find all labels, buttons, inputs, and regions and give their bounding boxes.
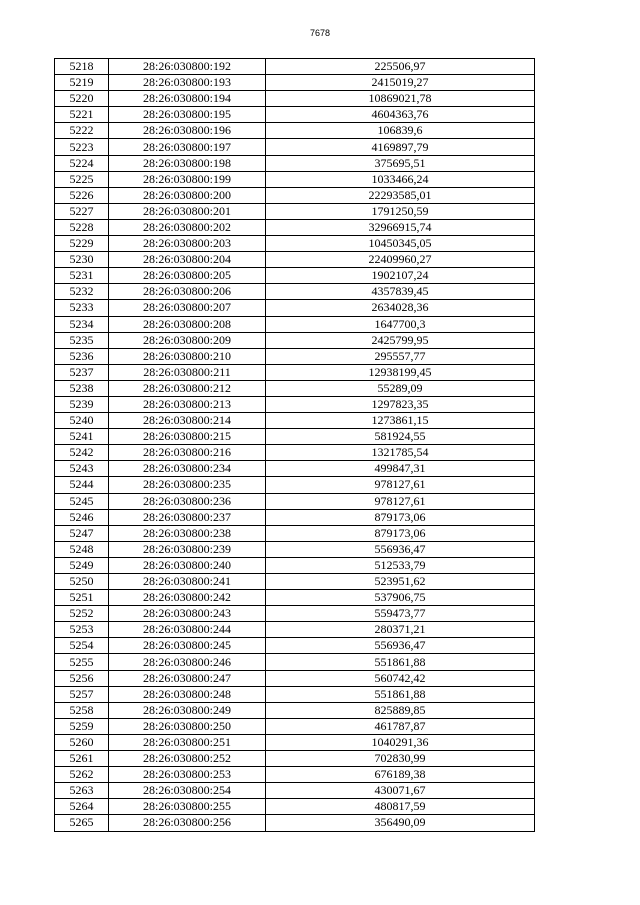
table-row bbox=[55, 219, 535, 235]
table-row bbox=[55, 751, 535, 767]
row-number-cell: 5257 bbox=[55, 686, 109, 702]
row-number-cell: 5240 bbox=[55, 413, 109, 429]
cadastral-value-cell: 4604363,76 bbox=[266, 107, 535, 123]
cadastral-value-cell: 32966915,74 bbox=[266, 219, 535, 235]
table-row bbox=[55, 91, 535, 107]
row-number-cell: 5226 bbox=[55, 187, 109, 203]
table-row bbox=[55, 171, 535, 187]
cadastral-value-cell: 551861,88 bbox=[266, 654, 535, 670]
cadastral-number-cell: 28:26:030800:197 bbox=[109, 139, 266, 155]
row-number-cell: 5234 bbox=[55, 316, 109, 332]
table-row bbox=[55, 123, 535, 139]
cadastral-number-cell: 28:26:030800:200 bbox=[109, 187, 266, 203]
row-number-cell: 5246 bbox=[55, 509, 109, 525]
cadastral-number-cell: 28:26:030800:202 bbox=[109, 219, 266, 235]
table-row bbox=[55, 590, 535, 606]
cadastral-value-cell: 702830,99 bbox=[266, 751, 535, 767]
row-number-cell: 5235 bbox=[55, 332, 109, 348]
row-number-cell: 5228 bbox=[55, 219, 109, 235]
table-row bbox=[55, 670, 535, 686]
cadastral-number-cell: 28:26:030800:242 bbox=[109, 590, 266, 606]
table-row bbox=[55, 139, 535, 155]
row-number-cell: 5222 bbox=[55, 123, 109, 139]
cadastral-number-cell: 28:26:030800:240 bbox=[109, 557, 266, 573]
table-row bbox=[55, 236, 535, 252]
table-row bbox=[55, 718, 535, 734]
cadastral-number-cell: 28:26:030800:244 bbox=[109, 622, 266, 638]
cadastral-number-cell: 28:26:030800:251 bbox=[109, 734, 266, 750]
cadastral-value-cell: 4169897,79 bbox=[266, 139, 535, 155]
row-number-cell: 5255 bbox=[55, 654, 109, 670]
cadastral-value-cell: 1791250,59 bbox=[266, 203, 535, 219]
cadastral-value-cell: 551861,88 bbox=[266, 686, 535, 702]
cadastral-number-cell: 28:26:030800:198 bbox=[109, 155, 266, 171]
table-row bbox=[55, 606, 535, 622]
cadastral-number-cell: 28:26:030800:212 bbox=[109, 380, 266, 396]
row-number-cell: 5254 bbox=[55, 638, 109, 654]
cadastral-value-cell: 879173,06 bbox=[266, 525, 535, 541]
table-row bbox=[55, 622, 535, 638]
table-row bbox=[55, 59, 535, 75]
cadastral-number-cell: 28:26:030800:234 bbox=[109, 461, 266, 477]
cadastral-number-cell: 28:26:030800:204 bbox=[109, 252, 266, 268]
cadastral-number-cell: 28:26:030800:195 bbox=[109, 107, 266, 123]
table-row bbox=[55, 541, 535, 557]
table-row bbox=[55, 525, 535, 541]
cadastral-value-cell: 560742,42 bbox=[266, 670, 535, 686]
table-row bbox=[55, 155, 535, 171]
row-number-cell: 5218 bbox=[55, 59, 109, 75]
row-number-cell: 5227 bbox=[55, 203, 109, 219]
table-row bbox=[55, 509, 535, 525]
table-row bbox=[55, 332, 535, 348]
cadastral-value-cell: 106839,6 bbox=[266, 123, 535, 139]
table-row bbox=[55, 187, 535, 203]
cadastral-value-cell: 879173,06 bbox=[266, 509, 535, 525]
cadastral-value-cell: 978127,61 bbox=[266, 493, 535, 509]
cadastral-value-cell: 556936,47 bbox=[266, 638, 535, 654]
cadastral-number-cell: 28:26:030800:254 bbox=[109, 783, 266, 799]
cadastral-value-cell: 2415019,27 bbox=[266, 75, 535, 91]
cadastral-value-cell: 12938199,45 bbox=[266, 364, 535, 380]
cadastral-value-cell: 4357839,45 bbox=[266, 284, 535, 300]
row-number-cell: 5259 bbox=[55, 718, 109, 734]
cadastral-value-cell: 2634028,36 bbox=[266, 300, 535, 316]
row-number-cell: 5245 bbox=[55, 493, 109, 509]
table-row bbox=[55, 75, 535, 91]
cadastral-value-cell: 356490,09 bbox=[266, 815, 535, 831]
cadastral-number-cell: 28:26:030800:237 bbox=[109, 509, 266, 525]
cadastral-value-cell: 10869021,78 bbox=[266, 91, 535, 107]
cadastral-value-cell: 581924,55 bbox=[266, 429, 535, 445]
cadastral-number-cell: 28:26:030800:213 bbox=[109, 396, 266, 412]
row-number-cell: 5252 bbox=[55, 606, 109, 622]
cadastral-value-cell: 512533,79 bbox=[266, 557, 535, 573]
row-number-cell: 5241 bbox=[55, 429, 109, 445]
cadastral-number-cell: 28:26:030800:256 bbox=[109, 815, 266, 831]
row-number-cell: 5250 bbox=[55, 574, 109, 590]
cadastral-number-cell: 28:26:030800:255 bbox=[109, 799, 266, 815]
row-number-cell: 5238 bbox=[55, 380, 109, 396]
cadastral-number-cell: 28:26:030800:210 bbox=[109, 348, 266, 364]
table-row bbox=[55, 638, 535, 654]
table-row bbox=[55, 783, 535, 799]
cadastral-number-cell: 28:26:030800:249 bbox=[109, 702, 266, 718]
cadastral-value-cell: 480817,59 bbox=[266, 799, 535, 815]
cadastral-number-cell: 28:26:030800:252 bbox=[109, 751, 266, 767]
table-row bbox=[55, 767, 535, 783]
table-row bbox=[55, 799, 535, 815]
cadastral-value-cell: 1647700,3 bbox=[266, 316, 535, 332]
table-row bbox=[55, 316, 535, 332]
row-number-cell: 5243 bbox=[55, 461, 109, 477]
cadastral-value-cell: 1033466,24 bbox=[266, 171, 535, 187]
table-row bbox=[55, 348, 535, 364]
table-row bbox=[55, 815, 535, 831]
cadastral-value-cell: 1273861,15 bbox=[266, 413, 535, 429]
row-number-cell: 5220 bbox=[55, 91, 109, 107]
table-row bbox=[55, 396, 535, 412]
cadastral-number-cell: 28:26:030800:205 bbox=[109, 268, 266, 284]
row-number-cell: 5265 bbox=[55, 815, 109, 831]
cadastral-number-cell: 28:26:030800:203 bbox=[109, 236, 266, 252]
row-number-cell: 5232 bbox=[55, 284, 109, 300]
table-row bbox=[55, 686, 535, 702]
table-row bbox=[55, 252, 535, 268]
row-number-cell: 5260 bbox=[55, 734, 109, 750]
row-number-cell: 5253 bbox=[55, 622, 109, 638]
table-row bbox=[55, 413, 535, 429]
row-number-cell: 5223 bbox=[55, 139, 109, 155]
cadastral-number-cell: 28:26:030800:246 bbox=[109, 654, 266, 670]
cadastral-number-cell: 28:26:030800:192 bbox=[109, 59, 266, 75]
row-number-cell: 5236 bbox=[55, 348, 109, 364]
cadastral-value-cell: 22293585,01 bbox=[266, 187, 535, 203]
row-number-cell: 5251 bbox=[55, 590, 109, 606]
page-number: 7678 bbox=[309, 28, 331, 38]
table-row bbox=[55, 380, 535, 396]
table-row bbox=[55, 557, 535, 573]
row-number-cell: 5248 bbox=[55, 541, 109, 557]
table-row bbox=[55, 300, 535, 316]
cadastral-number-cell: 28:26:030800:248 bbox=[109, 686, 266, 702]
cadastral-number-cell: 28:26:030800:245 bbox=[109, 638, 266, 654]
row-number-cell: 5244 bbox=[55, 477, 109, 493]
row-number-cell: 5242 bbox=[55, 445, 109, 461]
cadastral-number-cell: 28:26:030800:239 bbox=[109, 541, 266, 557]
cadastral-number-cell: 28:26:030800:247 bbox=[109, 670, 266, 686]
cadastral-number-cell: 28:26:030800:235 bbox=[109, 477, 266, 493]
table-row bbox=[55, 493, 535, 509]
row-number-cell: 5262 bbox=[55, 767, 109, 783]
cadastral-value-cell: 10450345,05 bbox=[266, 236, 535, 252]
cadastral-value-cell: 537906,75 bbox=[266, 590, 535, 606]
cadastral-value-cell: 556936,47 bbox=[266, 541, 535, 557]
table-row bbox=[55, 734, 535, 750]
row-number-cell: 5261 bbox=[55, 751, 109, 767]
table-row bbox=[55, 445, 535, 461]
table-row bbox=[55, 364, 535, 380]
row-number-cell: 5264 bbox=[55, 799, 109, 815]
cadastral-value-table bbox=[54, 58, 535, 832]
row-number-cell: 5263 bbox=[55, 783, 109, 799]
cadastral-value-cell: 523951,62 bbox=[266, 574, 535, 590]
cadastral-number-cell: 28:26:030800:215 bbox=[109, 429, 266, 445]
cadastral-number-cell: 28:26:030800:199 bbox=[109, 171, 266, 187]
cadastral-value-cell: 461787,87 bbox=[266, 718, 535, 734]
cadastral-value-cell: 825889,85 bbox=[266, 702, 535, 718]
row-number-cell: 5258 bbox=[55, 702, 109, 718]
row-number-cell: 5256 bbox=[55, 670, 109, 686]
cadastral-number-cell: 28:26:030800:208 bbox=[109, 316, 266, 332]
cadastral-number-cell: 28:26:030800:194 bbox=[109, 91, 266, 107]
cadastral-number-cell: 28:26:030800:238 bbox=[109, 525, 266, 541]
table-body bbox=[55, 59, 535, 832]
cadastral-number-cell: 28:26:030800:253 bbox=[109, 767, 266, 783]
table-row bbox=[55, 107, 535, 123]
cadastral-value-cell: 430071,67 bbox=[266, 783, 535, 799]
cadastral-number-cell: 28:26:030800:243 bbox=[109, 606, 266, 622]
cadastral-number-cell: 28:26:030800:209 bbox=[109, 332, 266, 348]
cadastral-value-cell: 978127,61 bbox=[266, 477, 535, 493]
table-row bbox=[55, 574, 535, 590]
cadastral-number-cell: 28:26:030800:236 bbox=[109, 493, 266, 509]
table-row bbox=[55, 429, 535, 445]
cadastral-value-cell: 1902107,24 bbox=[266, 268, 535, 284]
table-row bbox=[55, 654, 535, 670]
cadastral-number-cell: 28:26:030800:216 bbox=[109, 445, 266, 461]
cadastral-value-cell: 225506,97 bbox=[266, 59, 535, 75]
table-row bbox=[55, 702, 535, 718]
cadastral-value-cell: 2425799,95 bbox=[266, 332, 535, 348]
table-row bbox=[55, 203, 535, 219]
cadastral-value-cell: 55289,09 bbox=[266, 380, 535, 396]
row-number-cell: 5224 bbox=[55, 155, 109, 171]
cadastral-number-cell: 28:26:030800:193 bbox=[109, 75, 266, 91]
cadastral-number-cell: 28:26:030800:250 bbox=[109, 718, 266, 734]
cadastral-number-cell: 28:26:030800:207 bbox=[109, 300, 266, 316]
row-number-cell: 5237 bbox=[55, 364, 109, 380]
cadastral-number-cell: 28:26:030800:196 bbox=[109, 123, 266, 139]
cadastral-value-cell: 280371,21 bbox=[266, 622, 535, 638]
cadastral-value-cell: 1040291,36 bbox=[266, 734, 535, 750]
cadastral-value-cell: 1321785,54 bbox=[266, 445, 535, 461]
row-number-cell: 5249 bbox=[55, 557, 109, 573]
cadastral-number-cell: 28:26:030800:206 bbox=[109, 284, 266, 300]
cadastral-value-cell: 22409960,27 bbox=[266, 252, 535, 268]
row-number-cell: 5221 bbox=[55, 107, 109, 123]
cadastral-value-cell: 375695,51 bbox=[266, 155, 535, 171]
cadastral-value-cell: 499847,31 bbox=[266, 461, 535, 477]
cadastral-number-cell: 28:26:030800:241 bbox=[109, 574, 266, 590]
row-number-cell: 5247 bbox=[55, 525, 109, 541]
cadastral-number-cell: 28:26:030800:211 bbox=[109, 364, 266, 380]
cadastral-number-cell: 28:26:030800:201 bbox=[109, 203, 266, 219]
cadastral-value-cell: 559473,77 bbox=[266, 606, 535, 622]
row-number-cell: 5233 bbox=[55, 300, 109, 316]
cadastral-value-cell: 295557,77 bbox=[266, 348, 535, 364]
row-number-cell: 5230 bbox=[55, 252, 109, 268]
row-number-cell: 5229 bbox=[55, 236, 109, 252]
row-number-cell: 5225 bbox=[55, 171, 109, 187]
cadastral-value-cell: 1297823,35 bbox=[266, 396, 535, 412]
row-number-cell: 5219 bbox=[55, 75, 109, 91]
table-row bbox=[55, 477, 535, 493]
table-row bbox=[55, 268, 535, 284]
table-row bbox=[55, 461, 535, 477]
row-number-cell: 5231 bbox=[55, 268, 109, 284]
cadastral-value-cell: 676189,38 bbox=[266, 767, 535, 783]
cadastral-number-cell: 28:26:030800:214 bbox=[109, 413, 266, 429]
table-row bbox=[55, 284, 535, 300]
row-number-cell: 5239 bbox=[55, 396, 109, 412]
